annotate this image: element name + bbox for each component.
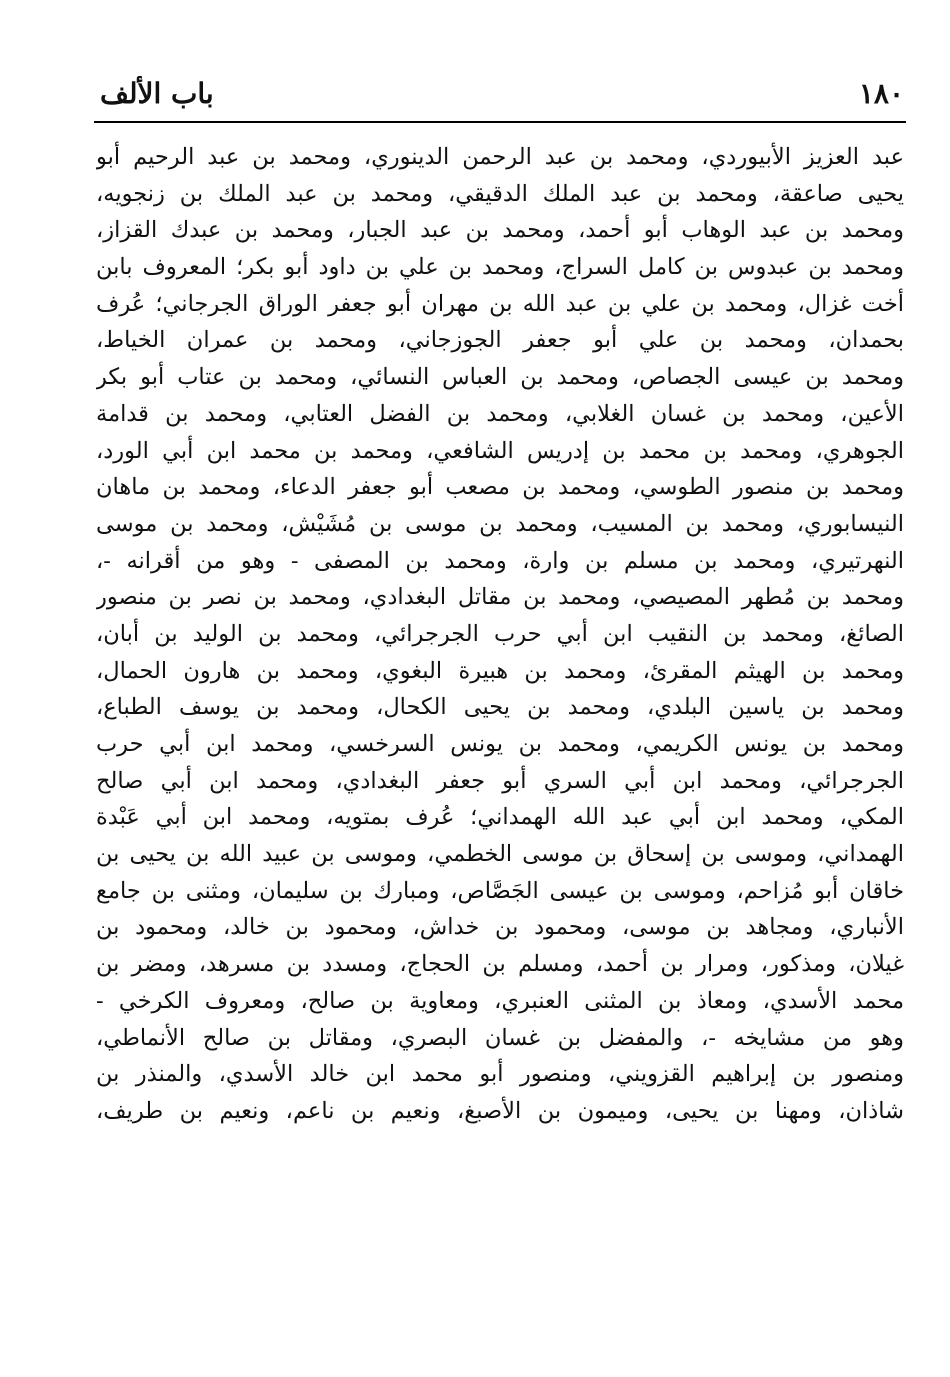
text-line: المكي، ومحمد ابن أبي عبد الله الهمداني؛ عُرف بمتويه، ومحمد ابن أبي عَبْدة [96,804,904,831]
text-line: ومحمد بن عيسى الجصاص، ومحمد بن العباس النسائي، ومحمد بن عتاب أبو بكر [96,364,904,391]
text-line: محمد الأسدي، ومعاذ بن المثنى العنبري، ومعاوية بن صالح، ومعروف الكرخي - [96,987,904,1014]
text-line: يحيى صاعقة، ومحمد بن عبد الملك الدقيقي، ومحمد بن عبد الملك بن زنجويه، [96,180,904,207]
text-line: ومحمد بن مُطهر المصيصي، ومحمد بن مقاتل البغدادي، ومحمد بن نصر بن منصور [96,584,904,611]
text-line: ومحمد بن ياسين البلدي، ومحمد بن يحيى الكحال، ومحمد بن يوسف الطباع، [96,694,904,721]
text-line: ومنصور بن إبراهيم القزويني، ومنصور أبو محمد ابن خالد الأسدي، والمنذر بن [96,1061,904,1088]
text-line: عبد العزيز الأبيوردي، ومحمد بن عبد الرحمن الدينوري، ومحمد بن عبد الرحيم أبو [96,144,904,170]
section-title: باب الألف [100,77,214,110]
text-line: الأنباري، ومجاهد بن موسى، ومحمود بن خداش، ومحمود بن خالد، ومحمود بن [96,914,904,941]
text-line: الهمداني، وموسى بن إسحاق بن موسى الخطمي، وموسى بن عبيد الله بن يحيى بن [96,841,904,868]
text-line: غيلان، ومذكور، ومرار بن أحمد، ومسلم بن الحجاج، ومسدد بن مسرهد، ومضر بن [96,951,904,978]
header-rule [94,121,906,123]
text-line: الجرجرائي، ومحمد ابن أبي السري أبو جعفر البغدادي، ومحمد ابن أبي صالح [96,767,904,794]
body-text [96,139,904,1130]
text-line: وهو من مشايخه -، والمفضل بن غسان البصري، ومقاتل بن صالح الأنماطي، [96,1024,904,1051]
text-line: ومحمد بن عبدوس بن كامل السراج، ومحمد بن علي بن داود أبو بكر؛ المعروف بابن [96,254,904,281]
text-line: النهرتيري، ومحمد بن مسلم بن وارة، ومحمد بن المصفى - وهو من أقرانه -، [96,547,904,574]
text-line: الأعين، ومحمد بن غسان الغلابي، ومحمد بن الفضل العتابي، ومحمد بن قدامة [96,400,904,427]
text-line: شاذان، ومهنا بن يحيى، وميمون بن الأصبغ، ونعيم بن ناعم، ونعيم بن طريف، [96,1097,904,1124]
text-line: أخت غزال، ومحمد بن علي بن عبد الله بن مهران أبو جعفر الوراق الجرجاني؛ عُرف [96,290,904,317]
text-line: ومحمد بن الهيثم المقرئ، ومحمد بن هبيرة البغوي، ومحمد بن هارون الحمال، [96,657,904,684]
page-number: ١٨٠ [858,77,904,110]
text-line: بحمدان، ومحمد بن علي أبو جعفر الجوزجاني، ومحمد بن عمران الخياط، [96,327,904,354]
text-line: ومحمد بن منصور الطوسي، ومحمد بن مصعب أبو جعفر الدعاء، ومحمد بن ماهان [96,474,904,501]
text-line: ومحمد بن يونس الكريمي، ومحمد بن يونس السرخسي، ومحمد ابن أبي حرب [96,731,904,757]
text-line: النيسابوري، ومحمد بن المسيب، ومحمد بن موسى بن مُشَيْش، ومحمد بن موسى [96,510,904,537]
text-line: الصائغ، ومحمد بن النقيب ابن أبي حرب الجرجرائي، ومحمد بن الوليد بن أبان، [96,620,904,647]
text-line: ومحمد بن عبد الوهاب أبو أحمد، ومحمد بن عبد الجبار، ومحمد بن عبدك القزاز، [96,217,904,244]
text-line: خاقان أبو مُزاحم، وموسى بن عيسى الجَصَّاص، ومبارك بن سليمان، ومثنى بن جامع [96,877,904,904]
text-line: الجوهري، ومحمد بن محمد بن إدريس الشافعي، ومحمد بن محمد ابن أبي الورد، [96,437,904,464]
running-header [94,74,906,114]
